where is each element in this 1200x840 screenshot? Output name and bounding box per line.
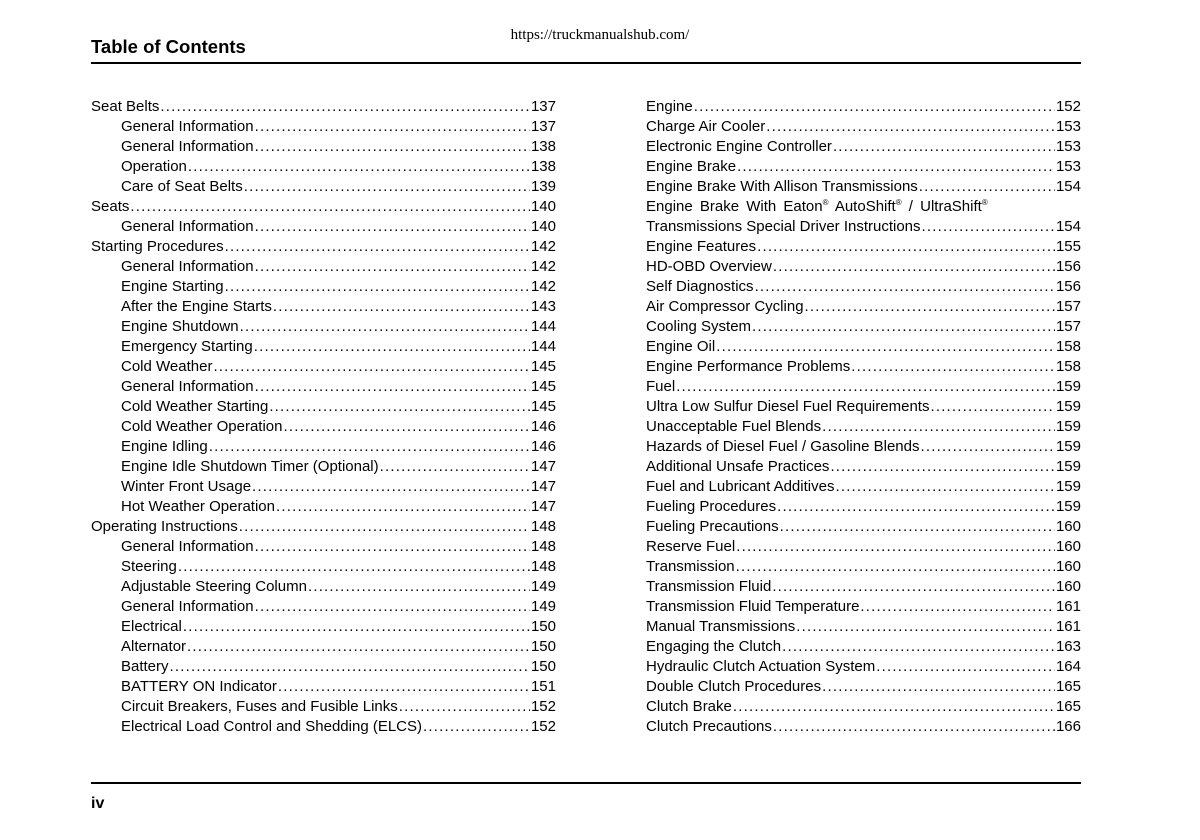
toc-entry-page: 165 [1055, 678, 1081, 695]
source-url: https://truckmanualshub.com/ [510, 27, 690, 43]
toc-entry-title: Care of Seat Belts [121, 178, 243, 195]
dot-leader [822, 677, 1055, 697]
toc-entry-page: 160 [1055, 518, 1081, 535]
dot-leader [920, 437, 1055, 457]
toc-entry-title: Fueling Procedures [646, 498, 777, 515]
toc-entry[interactable] [91, 457, 556, 477]
toc-entry-title: Starting Procedures [91, 238, 224, 255]
toc-entry-title: Charge Air Cooler [646, 118, 766, 135]
toc-entry-title: Electronic Engine Controller [646, 138, 832, 155]
toc-entry-page: 159 [1055, 418, 1081, 435]
toc-entry-page: 137 [530, 98, 556, 115]
toc-entry-page: 160 [1055, 558, 1081, 575]
dot-leader [308, 577, 530, 597]
toc-entry[interactable] [646, 437, 1081, 457]
toc-entry-page: 156 [1055, 278, 1081, 295]
dot-leader [676, 377, 1055, 397]
dot-leader [225, 237, 530, 257]
toc-entry-page: 148 [530, 518, 556, 535]
toc-entry[interactable] [91, 637, 556, 657]
toc-entry[interactable] [646, 357, 1081, 377]
toc-entry[interactable] [646, 117, 1081, 137]
toc-entry[interactable] [91, 197, 556, 217]
toc-entry-title: General Information [121, 218, 254, 235]
dot-leader [835, 477, 1055, 497]
toc-right-column [646, 97, 1081, 737]
toc-entry-title: Electrical [121, 618, 182, 635]
toc-entry-page: 154 [1055, 218, 1081, 235]
toc-entry[interactable] [91, 237, 556, 257]
toc-entry[interactable] [91, 337, 556, 357]
toc-entry[interactable] [91, 317, 556, 337]
toc-entry-title: Additional Unsafe Practices [646, 458, 830, 475]
dot-leader [755, 277, 1055, 297]
header-rule [91, 62, 1081, 64]
toc-entry-page: 144 [530, 338, 556, 355]
dot-leader [213, 357, 530, 377]
toc-entry[interactable] [646, 177, 1081, 197]
toc-entry-title: Circuit Breakers, Fuses and Fusible Links [121, 698, 398, 715]
dot-leader [930, 397, 1055, 417]
toc-entry-page: 145 [530, 378, 556, 395]
toc-entry[interactable] [91, 557, 556, 577]
toc-entry-title: Emergency Starting [121, 338, 253, 355]
dot-leader [283, 417, 529, 437]
toc-entry-title: Engine Starting [121, 278, 224, 295]
toc-entry-title: General Information [121, 378, 254, 395]
toc-entry-title: Transmission Fluid [646, 578, 772, 595]
toc-entry-title: Hazards of Diesel Fuel / Gasoline Blends [646, 438, 920, 455]
toc-entry-page: 159 [1055, 438, 1081, 455]
dot-leader [183, 617, 530, 637]
dot-leader [255, 377, 530, 397]
toc-entry-page: 159 [1055, 398, 1081, 415]
toc-entry[interactable] [91, 477, 556, 497]
toc-entry-title: Hot Weather Operation [121, 498, 275, 515]
toc-entry[interactable] [646, 477, 1081, 497]
toc-entry-page: 149 [530, 598, 556, 615]
dot-leader [736, 537, 1055, 557]
toc-entry-page: 157 [1055, 318, 1081, 335]
toc-entry-title: Engine Idle Shutdown Timer (Optional) [121, 458, 379, 475]
toc-entry-title: Clutch Brake [646, 698, 732, 715]
toc-entry[interactable] [646, 337, 1081, 357]
toc-entry[interactable] [91, 177, 556, 197]
toc-entry-page: 138 [530, 158, 556, 175]
toc-entry[interactable] [91, 157, 556, 177]
dot-leader [772, 577, 1055, 597]
toc-entry-title: Engine [646, 98, 693, 115]
dot-leader [694, 97, 1055, 117]
toc-entry[interactable] [91, 357, 556, 377]
toc-entry-title: HD-OBD Overview [646, 258, 772, 275]
toc-entry-page: 144 [530, 318, 556, 335]
toc-entry-page: 165 [1055, 698, 1081, 715]
toc-entry-page: 160 [1055, 538, 1081, 555]
toc-entry-page: 148 [530, 558, 556, 575]
toc-entry-title: Fuel and Lubricant Additives [646, 478, 835, 495]
dot-leader [255, 257, 530, 277]
toc-entry-title: Cold Weather Operation [121, 418, 283, 435]
toc-entry-title: Self Diagnostics [646, 278, 754, 295]
toc-entry[interactable] [91, 577, 556, 597]
toc-entry-page: 152 [530, 698, 556, 715]
toc-entry-title: Seat Belts [91, 98, 160, 115]
dot-leader [876, 657, 1055, 677]
dot-leader [239, 517, 530, 537]
dot-leader [736, 557, 1055, 577]
toc-entry[interactable] [91, 597, 556, 617]
toc-entry[interactable] [646, 717, 1081, 737]
dot-leader [254, 337, 530, 357]
toc-entry[interactable] [91, 217, 556, 237]
toc-entry[interactable] [646, 557, 1081, 577]
toc-left-column [91, 97, 556, 737]
dot-leader [160, 97, 530, 117]
toc-entry-title: Transmission [646, 558, 735, 575]
toc-entry[interactable] [646, 317, 1081, 337]
toc-entry-page: 150 [530, 638, 556, 655]
toc-entry-title: General Information [121, 138, 254, 155]
toc-entry-page: 152 [530, 718, 556, 735]
toc-entry[interactable] [646, 697, 1081, 717]
dot-leader [752, 317, 1055, 337]
toc-entry[interactable] [646, 657, 1081, 677]
dot-leader [255, 137, 530, 157]
toc-entry[interactable] [646, 637, 1081, 657]
toc-entry[interactable] [646, 537, 1081, 557]
toc-entry-page: 148 [530, 538, 556, 555]
toc-entry[interactable] [646, 457, 1081, 477]
toc-entry[interactable] [646, 397, 1081, 417]
dot-leader [240, 317, 530, 337]
dot-leader [423, 717, 530, 737]
toc-entry-title: Adjustable Steering Column [121, 578, 307, 595]
dot-leader [780, 517, 1055, 537]
dot-leader [178, 557, 530, 577]
dot-leader [209, 437, 530, 457]
toc-entry[interactable] [91, 697, 556, 717]
toc-entry-title-continued: Engine Brake With Eaton® AutoShift® / UltraShift® [646, 198, 988, 215]
toc-entry[interactable] [646, 577, 1081, 597]
toc-entry[interactable] [91, 277, 556, 297]
dot-leader [805, 297, 1055, 317]
toc-entry-title: BATTERY ON Indicator [121, 678, 277, 695]
dot-leader [187, 637, 530, 657]
toc-entry[interactable] [91, 297, 556, 317]
page-title: Table of Contents [91, 36, 246, 57]
toc-entry-page: 161 [1055, 618, 1081, 635]
toc-entry-page: 153 [1055, 118, 1081, 135]
toc-entry[interactable] [91, 677, 556, 697]
dot-leader [766, 117, 1055, 137]
toc-entry-title: Air Compressor Cycling [646, 298, 804, 315]
dot-leader [380, 457, 530, 477]
toc-entry-title: Hydraulic Clutch Actuation System [646, 658, 876, 675]
dot-leader [757, 237, 1055, 257]
toc-entry[interactable] [646, 417, 1081, 437]
toc-entry-page: 160 [1055, 578, 1081, 595]
toc-entry-title: Cold Weather [121, 358, 213, 375]
toc-entry[interactable] [646, 677, 1081, 697]
toc-entry[interactable] [646, 97, 1081, 117]
toc-entry[interactable] [91, 97, 556, 117]
toc-entry[interactable] [91, 137, 556, 157]
toc-entry-page: 146 [530, 418, 556, 435]
toc-entry[interactable] [646, 497, 1081, 517]
toc-entry-page: 147 [530, 498, 556, 515]
dot-leader [244, 177, 530, 197]
dot-leader [255, 597, 530, 617]
dot-leader [188, 157, 530, 177]
dot-leader [919, 177, 1055, 197]
toc-entry-title: General Information [121, 118, 254, 135]
dot-leader [777, 497, 1055, 517]
toc-entry-page: 143 [530, 298, 556, 315]
toc-entry[interactable] [646, 597, 1081, 617]
toc-entry-title: Electrical Load Control and Shedding (ELCS) [121, 718, 423, 735]
dot-leader [276, 497, 530, 517]
toc-entry[interactable] [646, 617, 1081, 637]
dot-leader [773, 257, 1055, 277]
registered-mark: ® [822, 198, 829, 207]
toc-entry-page: 164 [1055, 658, 1081, 675]
toc-entry-page: 156 [1055, 258, 1081, 275]
dot-leader [822, 417, 1055, 437]
toc-entry[interactable] [646, 157, 1081, 177]
toc-entry-page: 142 [530, 278, 556, 295]
toc-entry-page: 150 [530, 658, 556, 675]
toc-entry-page: 159 [1055, 478, 1081, 495]
toc-entry-page: 163 [1055, 638, 1081, 655]
dot-leader [225, 277, 530, 297]
toc-entry[interactable] [646, 277, 1081, 297]
toc-entry-title: Engine Brake [646, 158, 737, 175]
dot-leader [782, 637, 1055, 657]
toc-entry-title: Engine Features [646, 238, 757, 255]
dot-leader [170, 657, 530, 677]
toc-entry-title: Reserve Fuel [646, 538, 736, 555]
toc-entry-page: 142 [530, 258, 556, 275]
toc-entry-page: 149 [530, 578, 556, 595]
toc-entry-page: 138 [530, 138, 556, 155]
toc-entry-page: 157 [1055, 298, 1081, 315]
toc-entry[interactable] [646, 217, 1081, 237]
dot-leader [255, 537, 530, 557]
toc-entry-page: 146 [530, 438, 556, 455]
dot-leader [830, 457, 1055, 477]
dot-leader [922, 217, 1055, 237]
dot-leader [860, 597, 1055, 617]
dot-leader [851, 357, 1055, 377]
toc-entry-page: 153 [1055, 158, 1081, 175]
toc-entry-title: Engine Shutdown [121, 318, 239, 335]
toc-entry[interactable] [646, 137, 1081, 157]
toc-entry-page: 159 [1055, 378, 1081, 395]
toc-entry-title: Engine Brake With Allison Transmissions [646, 178, 918, 195]
toc-entry-title: Seats [91, 198, 130, 215]
toc-entry[interactable] [91, 617, 556, 637]
toc-entry-page: 158 [1055, 338, 1081, 355]
dot-leader [269, 397, 530, 417]
toc-entry-page: 145 [530, 358, 556, 375]
toc-entry-title: Ultra Low Sulfur Diesel Fuel Requirements [646, 398, 930, 415]
toc-entry-title: Operation [121, 158, 187, 175]
dot-leader [255, 117, 530, 137]
toc-entry-title: Manual Transmissions [646, 618, 796, 635]
toc-entry-title: Transmissions Special Driver Instructions [646, 218, 921, 235]
footer-rule [91, 782, 1081, 784]
dot-leader [733, 697, 1055, 717]
toc-entry-page: 166 [1055, 718, 1081, 735]
registered-mark: ® [895, 198, 902, 207]
toc-entry-title: General Information [121, 538, 254, 555]
toc-entry-page: 137 [530, 118, 556, 135]
toc-entry[interactable] [91, 257, 556, 277]
toc-entry-page: 152 [1055, 98, 1081, 115]
toc-entry[interactable] [646, 517, 1081, 537]
toc-entry[interactable] [91, 717, 556, 737]
toc-entry[interactable] [646, 257, 1081, 277]
dot-leader [716, 337, 1055, 357]
toc-entry-title: Unacceptable Fuel Blends [646, 418, 822, 435]
toc-entry-title: Engaging the Clutch [646, 638, 782, 655]
dot-leader [796, 617, 1055, 637]
toc-entry-page: 154 [1055, 178, 1081, 195]
toc-entry-page: 159 [1055, 498, 1081, 515]
toc-entry-title: General Information [121, 598, 254, 615]
toc-entry[interactable] [646, 297, 1081, 317]
toc-entry-page: 155 [1055, 238, 1081, 255]
dot-leader [737, 157, 1055, 177]
toc-entry[interactable] [91, 377, 556, 397]
toc-entry-page: 151 [530, 678, 556, 695]
toc-entry-page: 145 [530, 398, 556, 415]
toc-entry-title: Operating Instructions [91, 518, 238, 535]
toc-entry-title: Transmission Fluid Temperature [646, 598, 860, 615]
toc-entry-title: Cooling System [646, 318, 752, 335]
toc-entry[interactable] [91, 517, 556, 537]
toc-entry[interactable] [91, 497, 556, 517]
dot-leader [833, 137, 1055, 157]
toc-entry-page: 147 [530, 458, 556, 475]
toc-entry[interactable] [91, 537, 556, 557]
toc-entry[interactable] [91, 117, 556, 137]
registered-mark: ® [981, 198, 988, 207]
toc-entry[interactable] [646, 237, 1081, 257]
dot-leader [130, 197, 530, 217]
toc-entry-title: Cold Weather Starting [121, 398, 269, 415]
toc-entry-page: 158 [1055, 358, 1081, 375]
toc-entry-title: Steering [121, 558, 177, 575]
toc-entry[interactable] [91, 657, 556, 677]
toc-entry-title: Engine Oil [646, 338, 716, 355]
toc-entry-page: 161 [1055, 598, 1081, 615]
dot-leader [773, 717, 1055, 737]
dot-leader [278, 677, 530, 697]
toc-entry-title: General Information [121, 258, 254, 275]
toc-entry-page: 147 [530, 478, 556, 495]
toc-entry-title: Double Clutch Procedures [646, 678, 822, 695]
toc-entry[interactable] [91, 397, 556, 417]
toc-entry-title: Clutch Precautions [646, 718, 772, 735]
dot-leader [255, 217, 530, 237]
toc-entry-page: 140 [530, 218, 556, 235]
toc-entry-title: Engine Performance Problems [646, 358, 851, 375]
toc-entry-title: Fuel [646, 378, 676, 395]
toc-entry-page: 150 [530, 618, 556, 635]
toc-entry-title: Battery [121, 658, 169, 675]
dot-leader [273, 297, 530, 317]
toc-entry-page: 140 [530, 198, 556, 215]
toc-entry-title: Engine Idling [121, 438, 208, 455]
toc-entry-title: Winter Front Usage [121, 478, 252, 495]
toc-entry-title: After the Engine Starts [121, 298, 272, 315]
toc-entry-page: 153 [1055, 138, 1081, 155]
dot-leader [399, 697, 530, 717]
toc-entry-page: 159 [1055, 458, 1081, 475]
toc-entry-title: Fueling Precautions [646, 518, 779, 535]
toc-entry-page: 139 [530, 178, 556, 195]
toc-entry[interactable] [646, 377, 1081, 397]
dot-leader [252, 477, 530, 497]
toc-entry-title: Alternator [121, 638, 187, 655]
page-number: iv [91, 795, 105, 812]
toc-entry[interactable] [91, 437, 556, 457]
toc-entry[interactable] [91, 417, 556, 437]
toc-entry-page: 142 [530, 238, 556, 255]
